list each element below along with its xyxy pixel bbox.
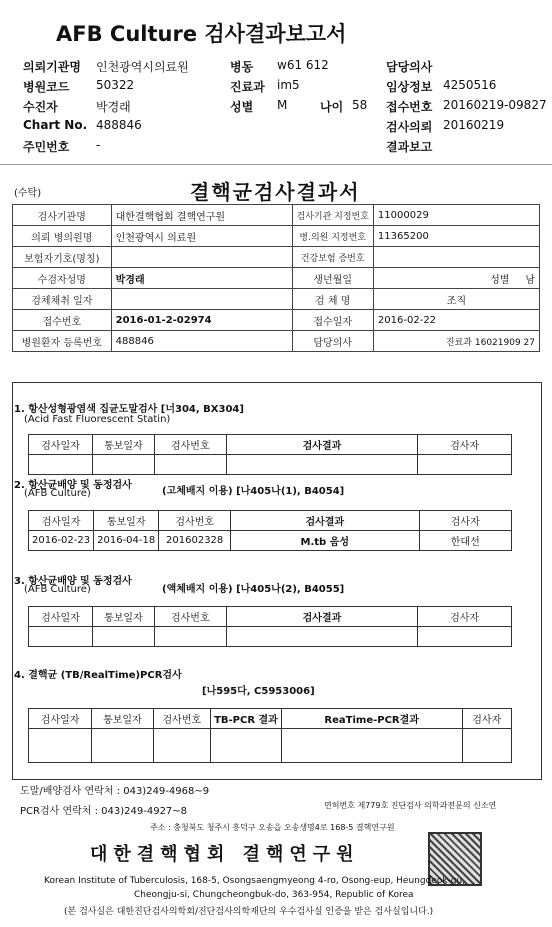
- col-header: 검사번호: [153, 709, 211, 729]
- section-title: 3. 항산균배양 및 동정검사: [14, 576, 132, 587]
- scanned-report: [6, 170, 546, 922]
- header-divider: [0, 164, 552, 165]
- field-label: 수진자: [23, 100, 58, 114]
- section-subtitle: (Acid Fast Fluorescent Statin): [24, 414, 171, 425]
- col-header: 통보일자: [92, 709, 153, 729]
- field-value: 20160219: [443, 118, 505, 132]
- col-header: 검사일자: [29, 511, 94, 531]
- table-row: [29, 531, 512, 551]
- col-header: 검사번호: [154, 607, 226, 627]
- field-label: 병동: [230, 60, 254, 74]
- stamp-label: (수탁): [14, 188, 42, 199]
- col-header: 통보일자: [92, 607, 154, 627]
- info-value: 2016-02-22: [373, 310, 539, 331]
- info-label: 건강보험 증번호: [292, 247, 373, 268]
- section-extra: (고체배지 이용) [나405나(1), B4054]: [162, 486, 345, 497]
- info-label: 접수일자: [292, 310, 373, 331]
- field-label: 접수번호: [386, 100, 433, 114]
- cell: 2016-04-18: [94, 531, 159, 551]
- cell: M.tb 음성: [231, 531, 419, 551]
- field-label: 나이: [320, 100, 344, 114]
- table-row: [29, 455, 512, 475]
- section4-table: [28, 708, 512, 763]
- sex-value: 남: [525, 274, 535, 286]
- field-value: 인천광역시의료원: [96, 60, 189, 74]
- info-label: 검 체 명: [292, 289, 373, 310]
- cell: 한대선: [419, 531, 512, 551]
- sex-label: 성별: [490, 274, 510, 286]
- info-value: [373, 247, 539, 268]
- section-title: 1. 항산성형광염색 집균도말검사 [너304, BX304]: [14, 404, 244, 415]
- info-label: 보험자기호(명칭): [13, 247, 112, 268]
- field-value: 4250516: [443, 78, 497, 92]
- info-label: 병원환자 등록번호: [13, 331, 112, 352]
- info-label: 접수번호: [13, 310, 112, 331]
- info-label: 병.의원 지정번호: [292, 226, 373, 247]
- info-value: 488846: [111, 331, 292, 352]
- section-title: 2. 항산균배양 및 동정검사: [14, 480, 132, 491]
- certification-note: (본 검사실은 대한진단검사의학회/진단검사의학재단의 우수검사실 인증을 받은 검사실입니다.): [64, 907, 434, 917]
- institute-address-en: Korean Institute of Tuberculosis, 168-5, Osongsaengmyeong 4-ro, Osong-eup, Heungdeok-gu,: [44, 876, 466, 886]
- info-value: 조직: [373, 289, 539, 310]
- field-label: 검사의뢰: [386, 120, 433, 134]
- section2-table: [28, 510, 512, 551]
- col-header: 통보일자: [92, 435, 154, 455]
- institute-address-en: Cheongju-si, Chungcheongbuk-do, 363-954, Republic of Korea: [134, 890, 414, 900]
- col-header: 검사자: [418, 607, 512, 627]
- report-title: AFB Culture 검사결과보고서: [56, 22, 347, 46]
- info-value: [111, 247, 292, 268]
- field-label: 임상정보: [386, 80, 433, 94]
- field-value: 488846: [96, 118, 142, 132]
- field-label: 진료과: [230, 80, 265, 94]
- info-value: [373, 268, 539, 289]
- field-value: 박경래: [96, 100, 131, 114]
- field-label: 병원코드: [23, 80, 70, 94]
- col-header: 검사자: [462, 709, 511, 729]
- info-value: 인천광역시 의료원: [111, 226, 292, 247]
- field-value: M: [277, 98, 288, 112]
- section-extra: [나595다, C5953006]: [202, 686, 315, 697]
- col-header: 검사결과: [226, 435, 417, 455]
- info-value: 대한결핵협회 결핵연구원: [111, 205, 292, 226]
- section-subtitle: (AFB Culture): [24, 584, 91, 595]
- contact-pcr: PCR검사 연락처 : 043)249-4927~8: [20, 806, 188, 817]
- field-value: 20160219-09827: [443, 98, 547, 112]
- section-title: 4. 결핵균 (TB/RealTime)PCR검사: [14, 670, 182, 681]
- license-text: 면허번호 제779호 진단검사 의학과전문의 신소연: [324, 801, 497, 810]
- col-header: 검사일자: [29, 435, 93, 455]
- col-header: 검사번호: [159, 511, 231, 531]
- info-value: [111, 289, 292, 310]
- col-header: 검사번호: [154, 435, 226, 455]
- col-header: ReaTime-PCR결과: [281, 709, 462, 729]
- patient-info-table: [12, 204, 540, 352]
- field-label: Chart No.: [23, 118, 88, 132]
- info-value: 박경래: [111, 268, 292, 289]
- info-label: 담당의사: [292, 331, 373, 352]
- table-header-row: [29, 511, 512, 531]
- col-header: 검사자: [418, 435, 512, 455]
- info-value: 2016-01-2-02974: [111, 310, 292, 331]
- col-header: 검사자: [419, 511, 512, 531]
- col-header: TB-PCR 결과: [211, 709, 282, 729]
- col-header: 검사결과: [226, 607, 417, 627]
- dept-value: 16021909 27: [474, 337, 535, 348]
- col-header: 검사일자: [29, 607, 93, 627]
- info-row: [13, 247, 540, 268]
- info-row: [13, 310, 540, 331]
- info-label: 생년월일: [292, 268, 373, 289]
- section3-table: [28, 606, 512, 647]
- section1-table: [28, 434, 512, 475]
- info-row: [13, 205, 540, 226]
- field-label: 성별: [230, 100, 254, 114]
- info-row: [13, 289, 540, 310]
- contact-culture: 도말/배양검사 연락처 : 043)249-4968~9: [20, 786, 210, 797]
- institute-name: 대한결핵협회 결핵연구원: [90, 844, 360, 865]
- info-label: 검체채취 일자: [13, 289, 112, 310]
- info-value: 11000029: [373, 205, 539, 226]
- field-value: im5: [277, 78, 300, 92]
- col-header: 검사결과: [231, 511, 419, 531]
- table-row: [29, 729, 512, 763]
- field-value: 58: [352, 98, 368, 112]
- info-label: 검사기관 지정번호: [292, 205, 373, 226]
- cell: 2016-02-23: [29, 531, 94, 551]
- info-row: [13, 226, 540, 247]
- info-value: [373, 331, 539, 352]
- info-row: [13, 331, 540, 352]
- col-header: 검사일자: [29, 709, 92, 729]
- col-header: 통보일자: [94, 511, 159, 531]
- info-label: 의뢰 병의원명: [13, 226, 112, 247]
- field-label: 담당의사: [386, 60, 433, 74]
- info-label: 검사기관명: [13, 205, 112, 226]
- field-label: 주민번호: [23, 140, 70, 154]
- field-value: w61 612: [277, 58, 329, 72]
- section-subtitle: (AFB Culture): [24, 488, 91, 499]
- table-header-row: [29, 709, 512, 729]
- field-label: 의뢰기관명: [23, 60, 81, 74]
- cell: 201602328: [159, 531, 231, 551]
- table-row: [29, 627, 512, 647]
- table-header-row: [29, 435, 512, 455]
- address-text: 주소 : 충청북도 청주시 흥덕구 오송읍 오송생명4로 168-5 결핵연구원: [150, 823, 395, 832]
- info-value: 11365200: [373, 226, 539, 247]
- field-value: -: [96, 138, 101, 152]
- field-label: 결과보고: [386, 140, 433, 154]
- section-extra: (액체배지 이용) [나405나(2), B4055]: [162, 584, 345, 595]
- info-label: 수검자성명: [13, 268, 112, 289]
- scan-title: 결핵균검사결과서: [190, 180, 361, 204]
- field-value: 50322: [96, 78, 135, 92]
- dept-label: 진료과: [445, 337, 472, 348]
- table-header-row: [29, 607, 512, 627]
- info-row: [13, 268, 540, 289]
